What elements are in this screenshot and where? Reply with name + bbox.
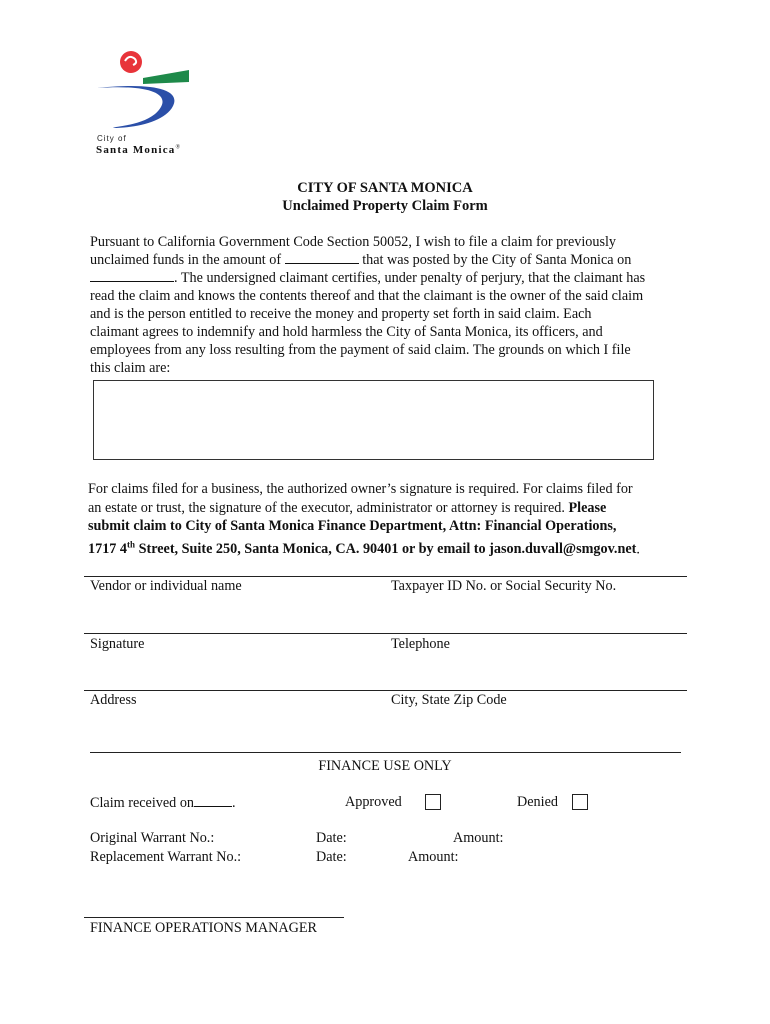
logo-text-city-of: City of — [97, 134, 127, 143]
received-date-blank[interactable] — [194, 794, 232, 807]
signature-telephone-field[interactable] — [84, 654, 687, 688]
replacement-warrant-label: Replacement Warrant No.: — [90, 849, 242, 865]
logo-text-santa-monica: Santa Monica® — [96, 144, 182, 156]
vendor-label: Vendor or individual name — [90, 578, 242, 594]
amount-label-1: Amount: — [453, 830, 504, 846]
approved-checkbox[interactable] — [425, 794, 441, 810]
finance-divider — [90, 752, 681, 753]
intro-line-1: Pursuant to California Government Code Section 50052, I wish to file a claim for previously — [90, 234, 617, 250]
address-label: Address — [90, 692, 137, 708]
date-label-2: Date: — [316, 849, 347, 865]
finance-heading: FINANCE USE ONLY — [318, 758, 452, 774]
instructions-line-4: 1717 4th Street, Suite 250, Santa Monica, CA. 90401 or by email to jason.duvall@smgov.net. — [88, 539, 640, 558]
intro-line-2: unclaimed funds in the amount of that was posted by the City of Santa Monica on — [90, 252, 632, 268]
telephone-label: Telephone — [391, 636, 450, 652]
manager-signature-line[interactable] — [84, 917, 344, 918]
address-line — [84, 690, 687, 691]
signature-label: Signature — [90, 636, 145, 652]
intro-line-3: . The undersigned claimant certifies, under penalty of perjury, that the claimant has — [90, 269, 690, 287]
vendor-line — [84, 576, 687, 577]
intro-line-7: employees from any loss resulting from the payment of said claim. The grounds on which I file — [90, 342, 631, 358]
instructions-line-3: submit claim to City of Santa Monica Finance Department, Attn: Financial Operations, — [88, 518, 617, 534]
river-icon — [97, 86, 174, 128]
claim-received-label: Claim received on . — [90, 795, 236, 811]
original-warrant-label: Original Warrant No.: — [90, 830, 215, 846]
denied-checkbox[interactable] — [572, 794, 588, 810]
page-subtitle: Unclaimed Property Claim Form — [282, 198, 488, 214]
amount-label-2: Amount: — [408, 849, 459, 865]
vendor-taxpayer-field[interactable] — [84, 596, 687, 632]
approved-label: Approved — [345, 794, 402, 810]
intro-paragraph — [90, 233, 690, 377]
wave-icon — [143, 70, 189, 84]
posted-date-blank[interactable] — [90, 269, 174, 282]
intro-line-4: read the claim and knows the contents thereof and that the claimant is the owner of the said claim — [90, 288, 644, 304]
taxpayer-label: Taxpayer ID No. or Social Security No. — [391, 578, 617, 594]
manager-label: FINANCE OPERATIONS MANAGER — [90, 920, 318, 936]
signature-line — [84, 633, 687, 634]
intro-line-5: and is the person entitled to receive the money and property set forth in said claim. Each — [90, 306, 592, 322]
registered-mark: ® — [175, 144, 182, 151]
city-state-zip-label: City, State Zip Code — [391, 692, 507, 708]
denied-label: Denied — [517, 794, 558, 810]
intro-line-8: this claim are: — [90, 360, 171, 376]
amount-blank[interactable] — [285, 251, 359, 264]
instructions-line-1: For claims filed for a business, the authorized owner’s signature is required. For claims filed for — [88, 481, 633, 497]
sun-icon — [120, 51, 142, 73]
date-label-1: Date: — [316, 830, 347, 846]
address-city-field[interactable] — [84, 710, 687, 750]
grounds-textbox[interactable] — [93, 380, 654, 460]
instructions-line-2: an estate or trust, the signature of the executor, administrator or attorney is required. Please — [88, 499, 607, 516]
page-title: CITY OF SANTA MONICA — [297, 180, 473, 196]
instructions-paragraph — [88, 480, 688, 559]
intro-line-6: claimant agrees to indemnify and hold harmless the City of Santa Monica, its officers, and — [90, 324, 603, 340]
